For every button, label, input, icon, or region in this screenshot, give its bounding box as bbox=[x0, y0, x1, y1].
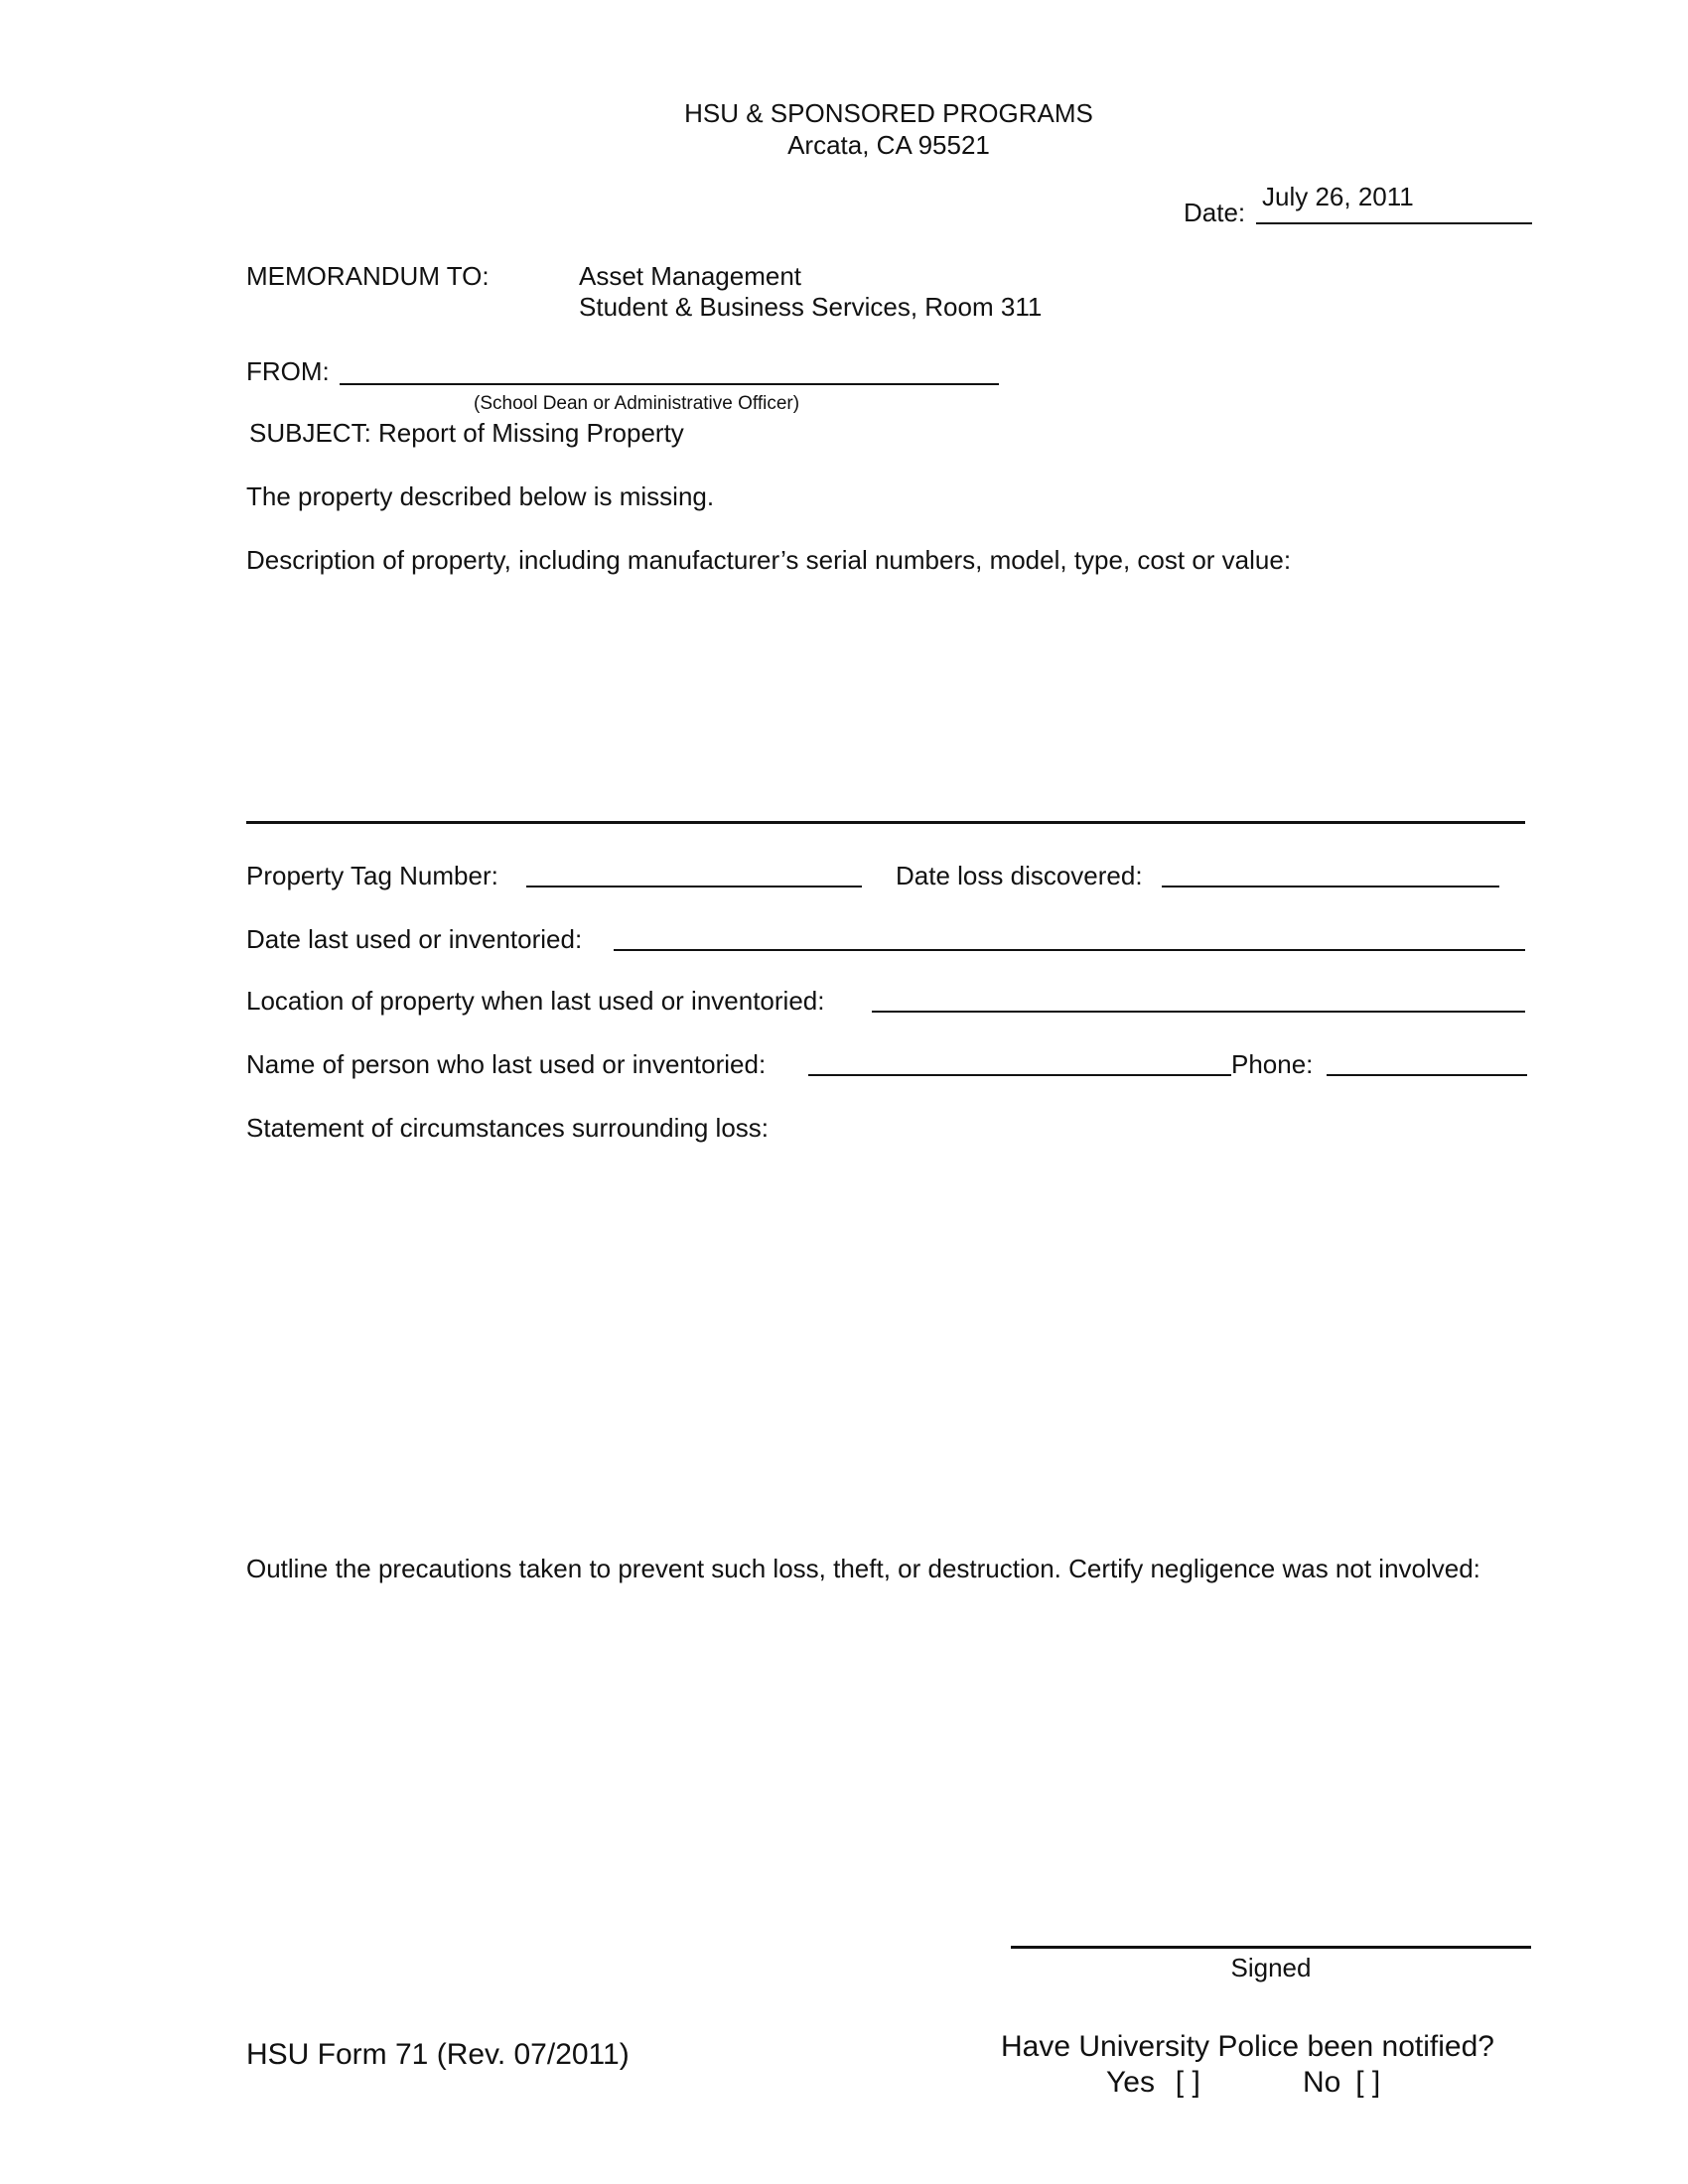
description-prompt: Description of property, including manufacturer’s serial numbers, model, type, cost or value: bbox=[246, 545, 1292, 575]
precautions-prompt: Outline the precautions taken to prevent such loss, theft, or destruction. Certify negligence was not involved: bbox=[246, 1554, 1480, 1583]
from-label: FROM: bbox=[246, 356, 330, 386]
statement-area[interactable] bbox=[246, 1152, 1525, 1529]
police-no-option bbox=[1303, 2065, 1385, 2101]
phone-field[interactable] bbox=[1327, 1046, 1527, 1076]
signature-label: Signed bbox=[1230, 1953, 1312, 1982]
location-field[interactable] bbox=[872, 983, 1525, 1013]
memo-to-label: MEMORANDUM TO: bbox=[246, 261, 490, 291]
yes-label: Yes bbox=[1106, 2066, 1155, 2099]
statement-prompt: Statement of circumstances surrounding loss: bbox=[246, 1113, 770, 1143]
person-label: Name of person who last used or inventoried: bbox=[246, 1049, 767, 1079]
from-field[interactable] bbox=[340, 355, 999, 385]
date-loss-label: Date loss discovered: bbox=[896, 861, 1143, 890]
signature-line[interactable] bbox=[1011, 1946, 1531, 1949]
from-hint: (School Dean or Administrative Officer) bbox=[474, 393, 800, 414]
precautions-area[interactable] bbox=[246, 1628, 1525, 1926]
tag-number-field[interactable] bbox=[526, 858, 862, 887]
yes-checkbox[interactable]: [ ] bbox=[1175, 2066, 1200, 2099]
date-loss-field[interactable] bbox=[1162, 858, 1499, 887]
no-checkbox[interactable]: [ ] bbox=[1355, 2066, 1381, 2099]
police-yes-option bbox=[1106, 2065, 1204, 2101]
date-last-used-label: Date last used or inventoried: bbox=[246, 924, 583, 954]
date-field[interactable] bbox=[1256, 182, 1532, 224]
phone-label: Phone: bbox=[1231, 1049, 1314, 1079]
header-address: Arcata, CA 95521 bbox=[787, 130, 990, 160]
intro-text: The property described below is missing. bbox=[246, 481, 715, 511]
header-org: HSU & SPONSORED PROGRAMS bbox=[684, 98, 1093, 128]
date-value: July 26, 2011 bbox=[1262, 182, 1414, 211]
tag-number-label: Property Tag Number: bbox=[246, 861, 498, 890]
form-id: HSU Form 71 (Rev. 07/2011) bbox=[246, 2038, 630, 2071]
no-label: No bbox=[1303, 2066, 1341, 2099]
location-label: Location of property when last used or inventoried: bbox=[246, 986, 825, 1016]
police-question: Have University Police been notified? bbox=[1001, 2030, 1494, 2063]
date-last-used-field[interactable] bbox=[614, 921, 1525, 951]
person-field[interactable] bbox=[808, 1046, 1231, 1076]
memo-to-recipient: Asset Management bbox=[579, 261, 802, 291]
description-area[interactable] bbox=[246, 596, 1525, 824]
memo-to-location: Student & Business Services, Room 311 bbox=[579, 292, 1043, 322]
date-label: Date: bbox=[1184, 198, 1246, 227]
subject-line: SUBJECT: Report of Missing Property bbox=[249, 418, 684, 448]
